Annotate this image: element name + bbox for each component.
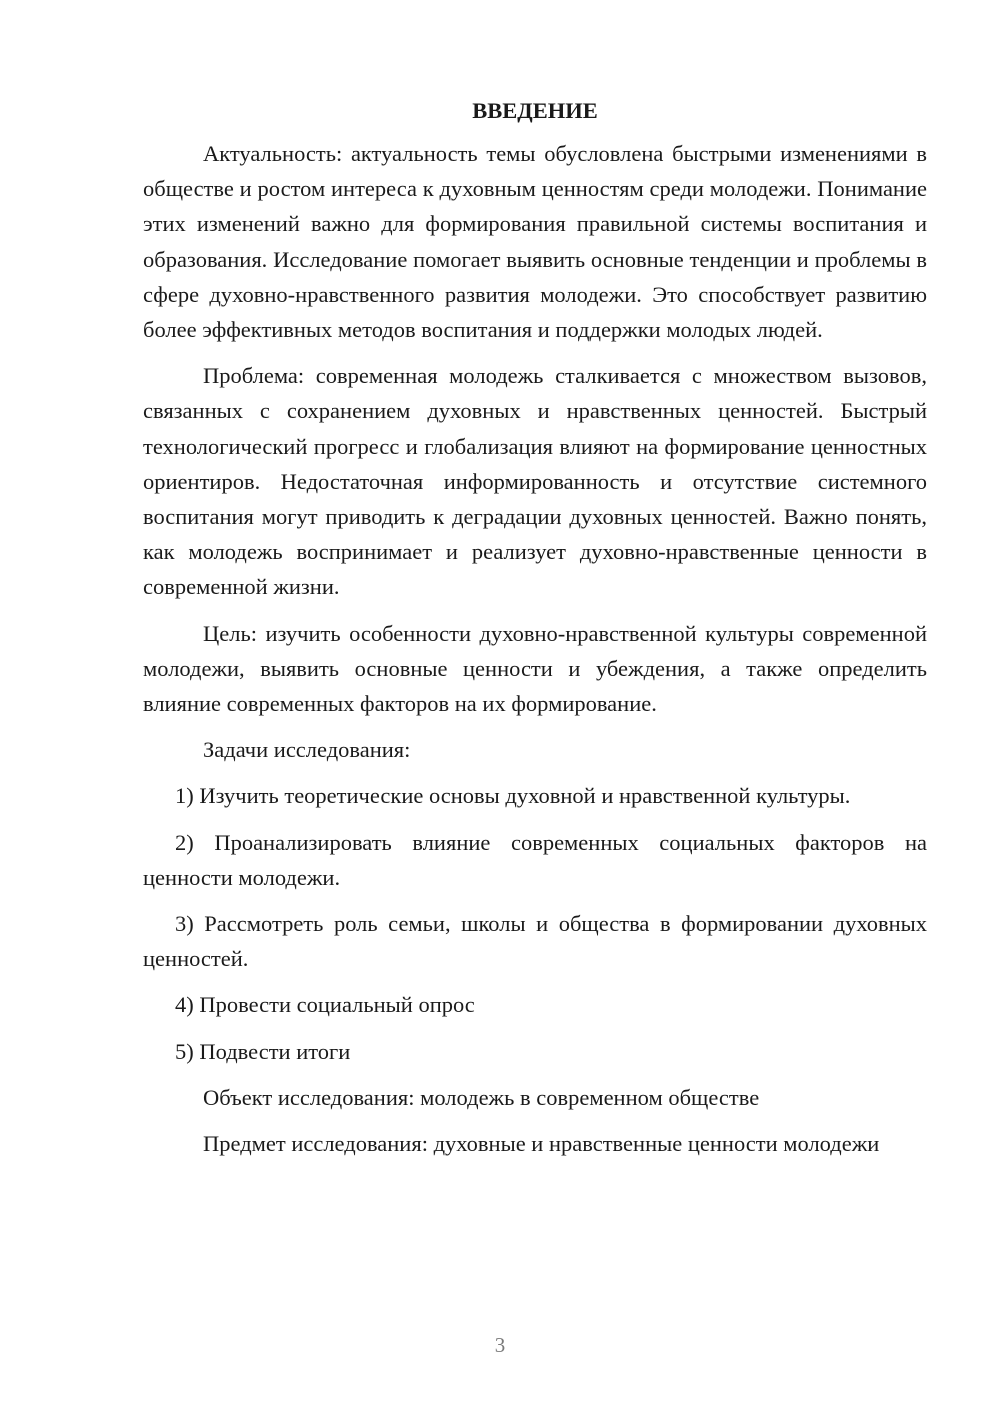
tasks-intro: Задачи исследования:: [203, 737, 411, 763]
task-item-3: 3) Рассмотреть роль семьи, школы и общества в формировании духовных ценностей.: [143, 911, 927, 972]
problem-paragraph: Проблема: современная молодежь сталкивается с множеством вызовов, связанных с сохранением духовных и нравственных ценностей. Быстрый технологический прогресс и глобализация влияют на формирование ценностных ориентиров. Недостаточная информированность и отсутствие системного воспитания могут приводить к деградации духовных ценностей. Важно понять, как молодежь воспринимает и реализует духовно-нравственные ценности в современной жизни.: [143, 363, 927, 600]
tasks-list: [143, 778, 927, 1068]
relevance-paragraph: Актуальность: актуальность темы обусловлена быстрыми изменениями в обществе и ростом интереса к духовным ценностям среди молодежи. Понимание этих изменений важно для формирования правильной системы воспитания и образования. Исследование помогает выявить основные тенденции и проблемы в сфере духовно-нравственного развития молодежи. Это способствует развитию более эффективных методов воспитания и поддержки молодых людей.: [143, 141, 927, 343]
page-content: [143, 96, 927, 1172]
task-item-1: 1) Изучить теоретические основы духовной и нравственной культуры.: [175, 783, 851, 809]
research-subject: Предмет исследования: духовные и нравственные ценности молодежи: [203, 1131, 880, 1157]
page-number: 3: [494, 1333, 506, 1357]
section-heading: ВВЕДЕНИЕ: [472, 98, 598, 123]
task-item-4: 4) Провести социальный опрос: [175, 992, 475, 1018]
task-item-2: 2) Проанализировать влияние современных социальных факторов на ценности молодежи.: [143, 829, 927, 890]
goal-paragraph: Цель: изучить особенности духовно-нравственной культуры современной молодежи, выявить основные ценности и убеждения, а также определить влияние современных факторов на их формирование.: [143, 620, 927, 717]
task-item-5: 5) Подвести итоги: [175, 1038, 351, 1064]
research-object: Объект исследования: молодежь в современном обществе: [203, 1084, 760, 1110]
